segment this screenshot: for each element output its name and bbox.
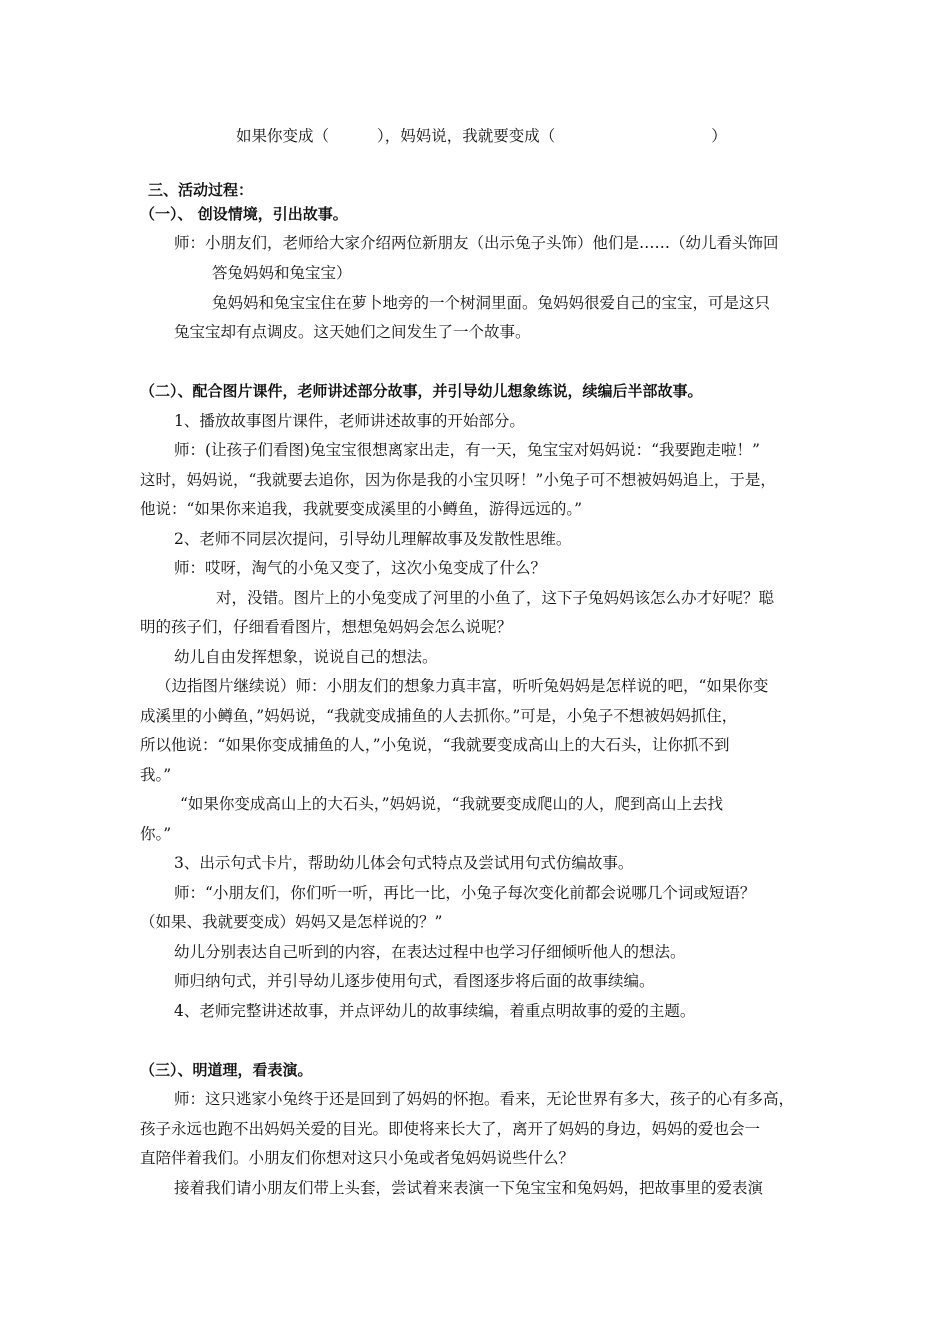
paragraph-line: 这时，妈妈说，“我就要去追你，因为你是我的小宝贝呀！”小兔子可不想被妈妈追上，于是， <box>140 471 776 489</box>
paragraph-line: 师：“小朋友们，你们听一听，再比一比，小兔子每次变化前都会说哪几个词或短语？ <box>174 884 756 902</box>
paragraph-line: 师：哎呀，淘气的小兔又变了，这次小兔变成了什么？ <box>174 559 547 577</box>
template-line <box>236 126 727 146</box>
paragraph-line: 答兔妈妈和兔宝宝） <box>212 264 352 282</box>
section-heading: 三、活动过程： <box>148 181 254 199</box>
paragraph-line: 对，没错。图片上的小兔变成了河里的小鱼了，这下子兔妈妈该怎么办才好呢？聪 <box>216 589 775 607</box>
template-part1: 如果你变成（ <box>236 127 330 145</box>
paragraph-line: 师：(让孩子们看图)兔宝宝很想离家出走，有一天，兔宝宝对妈妈说：“我要跑走啦！” <box>174 441 760 459</box>
paragraph-line: 兔宝宝却有点调皮。这天她们之间发生了一个故事。 <box>174 323 531 341</box>
paragraph-line: 4、老师完整讲述故事，并点评幼儿的故事续编，着重点明故事的爱的主题。 <box>174 1002 696 1020</box>
template-part2: ），妈妈说，我就要变成（ <box>377 127 556 145</box>
paragraph-line: （边指图片继续说）师：小朋友们的想象力真丰富，听听兔妈妈是怎样说的吧，“如果你变 <box>156 677 769 695</box>
paragraph-line: 师归纳句式，并引导幼儿逐步使用句式，看图逐步将后面的故事续编。 <box>174 972 655 990</box>
paragraph-line: 接着我们请小朋友们带上头套，尝试着来表演一下兔宝宝和兔妈妈，把故事里的爱表演 <box>174 1179 764 1197</box>
paragraph-line: 幼儿自由发挥想象，说说自己的想法。 <box>174 648 438 666</box>
paragraph-line: 幼儿分别表达自己听到的内容，在表达过程中也学习仔细倾听他人的想法。 <box>174 943 686 961</box>
part3-heading: （三）、明道理，看表演。 <box>140 1061 313 1079</box>
paragraph-line: 直陪伴着我们。小朋友们你想对这只小兔或者兔妈妈说些什么？ <box>140 1149 575 1167</box>
paragraph-line: 所以他说：“如果你变成捕鱼的人，”小兔说，“我就要变成高山上的大石头，让你抓不到 <box>140 736 730 754</box>
paragraph-line: 你。” <box>140 825 172 843</box>
paragraph-line: 2、老师不同层次提问，引导幼儿理解故事及发散性思维。 <box>174 530 572 548</box>
template-part3: ） <box>711 127 727 145</box>
part1-heading: （一）、 创设情境，引出故事。 <box>140 205 348 223</box>
paragraph-line: 1、播放故事图片课件，老师讲述故事的开始部分。 <box>174 412 525 430</box>
paragraph-line: 孩子永远也跑不出妈妈关爱的目光。即使将来长大了，离开了妈妈的身边，妈妈的爱也会一 <box>140 1120 761 1138</box>
paragraph-line: 我。” <box>140 766 172 784</box>
part2-heading: （二）、配合图片课件，老师讲述部分故事，并引导幼儿想象练说，续编后半部故事。 <box>140 382 703 400</box>
paragraph-line: 师：小朋友们，老师给大家介绍两位新朋友（出示兔子头饰）他们是……（幼儿看头饰回 <box>174 234 779 252</box>
paragraph-line: 师：这只逃家小兔终于还是回到了妈妈的怀抱。看来，无论世界有多大，孩子的心有多高， <box>174 1090 795 1108</box>
paragraph-line: 兔妈妈和兔宝宝住在萝卜地旁的一个树洞里面。兔妈妈很爱自己的宝宝，可是这只 <box>212 294 771 312</box>
paragraph-line: （如果、我就要变成）妈妈又是怎样说的？” <box>140 913 443 931</box>
paragraph-line: “如果你变成高山上的大石头，”妈妈说，“我就要变成爬山的人，爬到高山上去找 <box>180 795 724 813</box>
paragraph-line: 他说：“如果你来追我，我就要变成溪里的小鳟鱼，游得远远的。” <box>140 500 583 518</box>
paragraph-line: 明的孩子们，仔细看看图片，想想兔妈妈会怎么说呢？ <box>140 618 513 636</box>
paragraph-line: 成溪里的小鳟鱼，”妈妈说，“我就变成捕鱼的人去抓你。”可是，小兔子不想被妈妈抓住， <box>140 707 738 725</box>
paragraph-line: 3、出示句式卡片，帮助幼儿体会句式特点及尝试用句式仿编故事。 <box>174 854 634 872</box>
